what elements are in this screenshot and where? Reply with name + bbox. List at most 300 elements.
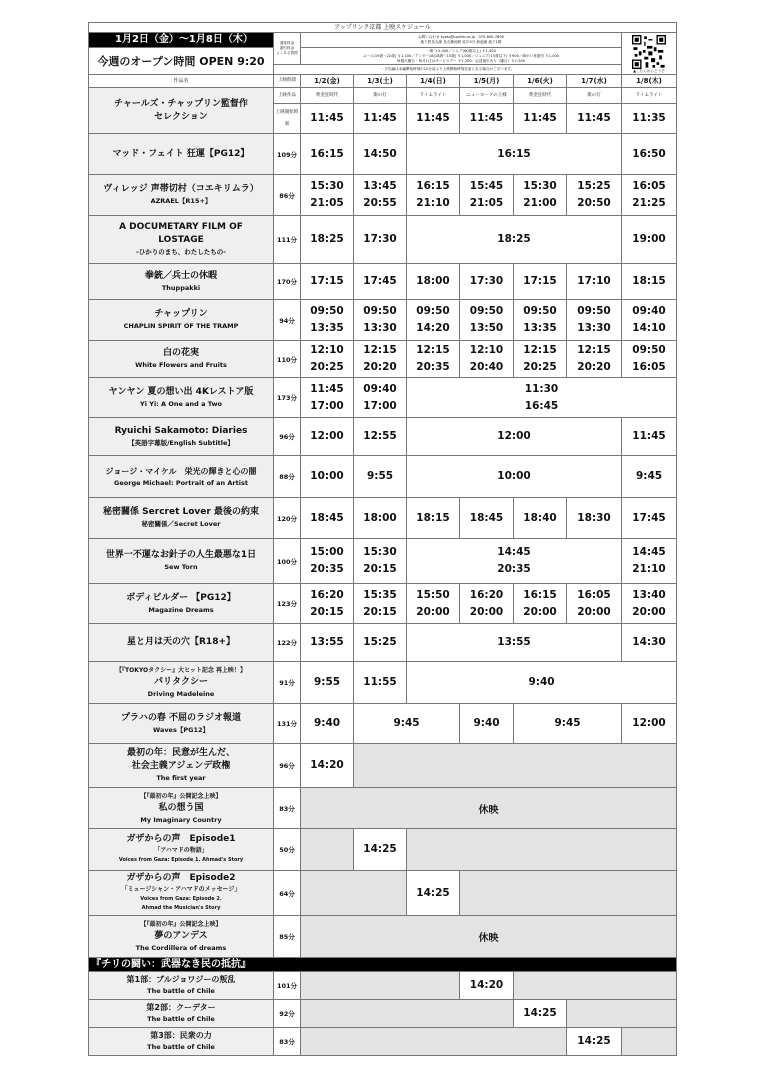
runtime: 96分 <box>274 418 301 456</box>
showtime: 20:40 <box>469 361 504 373</box>
film-title-cell <box>89 88 274 134</box>
table-row <box>89 916 677 958</box>
showtime-cell <box>514 175 567 216</box>
showtime: 15:35 <box>363 588 397 601</box>
qr-note: ▲こちらからどうぞ <box>633 69 665 73</box>
showtime: 20:55 <box>363 197 397 209</box>
showtime: 18:30 <box>567 498 622 539</box>
showtime-cell <box>514 584 567 624</box>
no-screening <box>514 972 677 1000</box>
price-info <box>301 48 622 65</box>
showtime: 9:40 <box>460 704 514 744</box>
runtime: 122分 <box>274 624 301 662</box>
runtime: 85分 <box>274 916 301 958</box>
film-subtitle: White Flowers and Fruits <box>135 361 227 369</box>
showtime: 20:35 <box>497 563 531 575</box>
showtime-cell <box>567 300 622 341</box>
discount-label: 割引料金 <box>279 46 295 50</box>
runtime: 50分 <box>274 829 301 871</box>
open-time: 今週のオープン時間 OPEN 9:20 <box>89 48 274 75</box>
film-title: 私の想う国 <box>158 802 204 813</box>
showtime: 16:05 <box>577 588 611 601</box>
showtime: 14:25 <box>567 1028 622 1056</box>
showtime: 21:10 <box>632 563 666 575</box>
film-title: ジョージ・マイケル 栄光の輝きと心の闇 <box>105 466 257 476</box>
table-row <box>89 134 677 175</box>
film-subtitle: 【英語字幕版/English Subtitle】 <box>128 438 234 447</box>
showtime: 14:20 <box>301 744 354 788</box>
table-row <box>89 539 677 584</box>
showtime: 12:10 <box>469 344 504 356</box>
film-title-cell <box>89 498 274 539</box>
showtime: 13:50 <box>469 322 504 334</box>
showtime: 17:15 <box>514 264 567 300</box>
showtime: 20:00 <box>469 605 504 618</box>
program-cell: ライムライト <box>622 88 677 104</box>
runtime: 123分 <box>274 584 301 624</box>
showtime: 11:45 <box>310 382 344 395</box>
showtime: 13:40 <box>632 588 666 601</box>
showtime: 11:45 <box>301 104 354 134</box>
showtime: 11:45 <box>514 104 567 134</box>
runtime: 91分 <box>274 662 301 704</box>
showtime-cell <box>514 300 567 341</box>
film-title-2: セレクション <box>154 111 208 122</box>
showtime: 9:45 <box>622 456 677 498</box>
showtime-cell <box>301 584 354 624</box>
film-tag: 「ミュージシャン・アハマドのメッセージ」 <box>121 886 241 893</box>
film-subtitle: Thuppakki <box>161 283 201 292</box>
film-title: 秘密關係 Sercret Lover 最後の約束 <box>103 507 259 517</box>
showtime-cell <box>354 341 407 378</box>
showtime: 20:35 <box>310 563 344 575</box>
film-title-cell <box>89 216 274 264</box>
showtime: 16:20 <box>469 588 504 601</box>
date-range: 1月2日（金）～1月8日（木） <box>89 33 274 48</box>
showtime-cell <box>407 584 460 624</box>
showtime: 10:00 <box>301 456 354 498</box>
table-row <box>89 1000 677 1028</box>
showtime-cell <box>622 175 677 216</box>
showtime: 14:50 <box>354 134 407 175</box>
showtime-cell <box>407 175 460 216</box>
film-title: ガザからの声 Episode2 <box>126 873 236 883</box>
row-label: 上映作品 <box>274 88 301 104</box>
showtime: 09:50 <box>310 305 344 317</box>
film-title: チャップリン <box>154 309 208 319</box>
showtime: 20:35 <box>416 361 450 373</box>
showtime: 18:45 <box>460 498 514 539</box>
film-title-cell <box>89 744 274 788</box>
no-screening <box>301 1000 514 1028</box>
film-title-2: LOSTAGE <box>158 235 204 245</box>
showtime: 20:15 <box>363 563 397 575</box>
runtime: 88分 <box>274 456 301 498</box>
showtime-cell <box>567 584 622 624</box>
showtime-cell <box>354 378 407 418</box>
runtime: 109分 <box>274 134 301 175</box>
showtime: 09:50 <box>416 305 450 317</box>
showtime: 20:15 <box>310 605 344 618</box>
showtime: 20:15 <box>363 605 397 618</box>
film-title-cell <box>89 175 274 216</box>
showtime: 20:00 <box>577 605 611 618</box>
film-subtitle-2: Ahmad the Musician's Story <box>141 905 221 911</box>
showtime: 13:55 <box>301 624 354 662</box>
showtime-cell <box>301 300 354 341</box>
showtime: 18:45 <box>301 498 354 539</box>
showtime: 16:20 <box>310 588 344 601</box>
table-row <box>89 744 677 788</box>
showtime: 20:00 <box>416 605 450 618</box>
showtime-cell <box>460 175 514 216</box>
showtime: 20:00 <box>523 605 557 618</box>
program-cell: ライムライト <box>407 88 460 104</box>
film-title-cell <box>89 264 274 300</box>
runtime: 86分 <box>274 175 301 216</box>
showtime: 15:30 <box>363 546 397 558</box>
showtime: 16:05 <box>632 361 666 373</box>
runtime: 64分 <box>274 871 301 916</box>
row-label: 上映開始時刻 <box>274 104 301 134</box>
showtime-cell <box>622 341 677 378</box>
showtime: 12:55 <box>354 418 407 456</box>
showtime: 14:20 <box>460 972 514 1000</box>
showtime: 18:40 <box>514 498 567 539</box>
showtime: 15:25 <box>354 624 407 662</box>
showtime: 15:30 <box>310 180 344 192</box>
showtime: 10:00 <box>407 456 622 498</box>
showtime: 9:55 <box>301 662 354 704</box>
status-suspended: 休映 <box>301 788 677 829</box>
table-row <box>89 216 677 264</box>
showtime-cell <box>567 175 622 216</box>
col-runtime: 上映時間 <box>274 75 301 88</box>
film-title: 第1部：ブルジョワジーの叛乱 <box>126 975 236 984</box>
film-subtitle: CHAPLIN SPIRIT OF THE TRAMP <box>123 322 239 330</box>
showtime: 20:25 <box>310 361 344 373</box>
showtime: 16:15 <box>523 588 557 601</box>
qr-code-area[interactable] <box>622 33 677 75</box>
showtime: 14:45 <box>632 546 666 558</box>
runtime: 170分 <box>274 264 301 300</box>
showtime: 12:15 <box>363 344 397 356</box>
showtime: 09:40 <box>363 382 397 395</box>
film-title: ボディビルダー 【PG12】 <box>126 592 236 603</box>
showtime: 20:25 <box>523 361 557 373</box>
film-tag: 【『最初の年』公開記念上映】 <box>140 921 222 928</box>
showtime: 21:05 <box>469 197 504 209</box>
price-student: ユース(19歳〜22歳) ￥1,100／アンダー18(18歳〜15歳) ￥1,000／ジュニア(15歳以下) ￥900／障がい者割引 ￥1,000 <box>362 53 560 58</box>
showtime: 9:40 <box>407 662 677 704</box>
film-subtitle: AZRAEL【R15+】 <box>150 197 212 205</box>
showtime: 21:05 <box>310 197 344 209</box>
showtime: 17:30 <box>460 264 514 300</box>
table-row <box>89 264 677 300</box>
film-title: 第3部：民衆の力 <box>150 1031 212 1040</box>
showtime: 12:15 <box>523 344 557 356</box>
table-row <box>89 300 677 341</box>
showtime: 14:45 <box>497 546 531 558</box>
showtime: 16:15 <box>301 134 354 175</box>
showtime: 13:30 <box>363 322 397 334</box>
showtime: 15:00 <box>310 546 344 558</box>
table-row <box>89 584 677 624</box>
price-service: 毎週火曜日・毎月1日はサービスデー ￥1,300／会員割引あり（曜日）￥1,500 <box>396 58 526 63</box>
film-title: 夢のアンデス <box>154 931 208 941</box>
showtime: 9:45 <box>354 704 460 744</box>
table-row <box>89 1028 677 1056</box>
film-title: ヤンヤン 夏の想い出 4Kレストア版 <box>108 386 254 397</box>
film-title-cell <box>89 829 274 871</box>
showtime: 17:15 <box>301 264 354 300</box>
showtime: 11:45 <box>622 418 677 456</box>
film-title-cell <box>89 916 274 958</box>
film-subtitle: Voices from Gaza: Episode 2. <box>140 896 222 902</box>
table-row <box>89 871 677 916</box>
price-general: 一般 ￥2,000／シニア(60歳以上) ￥1,300 <box>426 48 496 53</box>
showtime: 12:15 <box>577 344 611 356</box>
showtime-cell <box>301 539 354 584</box>
film-tag: 「アハマドの物語」 <box>154 847 208 854</box>
runtime: 110分 <box>274 341 301 378</box>
showtime: 17:00 <box>363 399 397 412</box>
program-cell: 街の灯 <box>567 88 622 104</box>
film-title: プラハの春 不屈のラジオ報道 <box>120 712 242 723</box>
showtime: 20:20 <box>577 361 611 373</box>
showtime: 14:20 <box>416 322 450 334</box>
showtime: 09:50 <box>469 305 504 317</box>
schedule-page <box>88 22 676 1056</box>
film-title-cell <box>89 418 274 456</box>
film-title: ヴィレッジ 声帯切村（コエキリムラ） <box>103 184 259 194</box>
film-title: 世界一不運なお針子の人生最悪な1日 <box>105 550 257 560</box>
showtime: 11:45 <box>354 104 407 134</box>
film-title: マッド・フェイト 狂運【PG12】 <box>89 134 274 175</box>
film-subtitle: Voices from Gaza: Episode 1. Ahmad's Story <box>118 857 244 863</box>
showtime: 13:35 <box>310 322 344 334</box>
film-subtitle: My Imaginary Country <box>140 815 222 824</box>
table-row <box>89 456 677 498</box>
runtime: 101分 <box>274 972 301 1000</box>
no-screening <box>301 1028 567 1056</box>
table-row <box>89 704 677 744</box>
showtime: 09:50 <box>632 344 666 356</box>
no-screening <box>354 744 677 788</box>
showtime: 20:20 <box>363 361 397 373</box>
showtime: 18:15 <box>407 498 460 539</box>
showtime: 13:55 <box>407 624 622 662</box>
film-title-cell <box>89 341 274 378</box>
runtime: 120分 <box>274 498 301 539</box>
showtime: 21:00 <box>523 197 557 209</box>
showtime: 13:45 <box>363 180 397 192</box>
showtime: 12:00 <box>301 418 354 456</box>
film-subtitle: 秘密關係／Secret Lover <box>141 520 221 528</box>
film-subtitle: -ひかりのまち、わたしたちの- <box>136 248 226 256</box>
film-title: パリタクシー <box>153 677 208 687</box>
runtime: 111分 <box>274 216 301 264</box>
showtime-cell <box>301 175 354 216</box>
showtime: 17:45 <box>354 264 407 300</box>
showtime: 9:55 <box>354 456 407 498</box>
table-row <box>89 498 677 539</box>
showtime: 13:35 <box>523 322 557 334</box>
film-title: A DOCUMETARY FILM OF <box>119 222 243 232</box>
showtime: 16:50 <box>622 134 677 175</box>
film-title-cell <box>89 539 274 584</box>
showtime: 12:15 <box>416 344 450 356</box>
showtime: 09:50 <box>577 305 611 317</box>
showtime: 16:05 <box>632 180 666 192</box>
showtime: 18:15 <box>622 264 677 300</box>
showtime-cell <box>301 341 354 378</box>
col-day-1: 1/2(金) <box>301 75 354 88</box>
film-title-cell <box>89 456 274 498</box>
col-day-4: 1/5(月) <box>460 75 514 88</box>
runtime: 94分 <box>274 300 301 341</box>
schedule-table <box>88 22 677 1056</box>
col-day-3: 1/4(日) <box>407 75 460 88</box>
showtime: 19:00 <box>622 216 677 264</box>
showtime: 14:25 <box>514 1000 567 1028</box>
film-title-cell <box>89 1028 274 1056</box>
showtime: 18:25 <box>407 216 622 264</box>
runtime: 92分 <box>274 1000 301 1028</box>
col-day-2: 1/3(土) <box>354 75 407 88</box>
showtime: 17:45 <box>622 498 677 539</box>
film-title: 拳銃／兵士の休暇 <box>144 270 217 281</box>
showtime: 16:15 <box>407 134 622 175</box>
showtime-cell <box>622 584 677 624</box>
program-cell: ニューヨークの王様 <box>460 88 514 104</box>
showtime-cell <box>622 300 677 341</box>
no-screening <box>301 829 354 871</box>
film-subtitle: The battle of Chile <box>147 1015 215 1023</box>
film-title: チャールズ・チャップリン監督作 <box>114 98 248 109</box>
showtime: 15:45 <box>469 180 504 192</box>
showtime-cell <box>354 175 407 216</box>
showtime: 17:00 <box>310 399 344 412</box>
contact-line: お問い合わせ kyoto@uplink.co.jp 075-600-7890 <box>418 35 504 39</box>
showtime: 09:50 <box>363 305 397 317</box>
table-row <box>89 175 677 216</box>
runtime: 96分 <box>274 744 301 788</box>
showtime-cell <box>460 300 514 341</box>
price-label: 通常料金 <box>279 41 295 45</box>
showtime: 16:15 <box>416 180 450 192</box>
showtime-cell <box>514 341 567 378</box>
film-subtitle: The first year <box>156 774 206 782</box>
film-subtitle: Sew Torn <box>164 563 198 571</box>
film-tag: 【『最初の年』公開記念上映】 <box>140 792 222 800</box>
table-row <box>89 341 677 378</box>
film-title: 第2部：クーデター <box>146 1003 216 1012</box>
showtime: 11:45 <box>407 104 460 134</box>
showtime-cell <box>622 539 677 584</box>
showtime-cell <box>301 378 354 418</box>
film-title: ガザからの声 Episode1 <box>126 834 236 844</box>
no-screening <box>301 972 460 1000</box>
showtime: 14:10 <box>632 322 666 334</box>
status-suspended: 休映 <box>301 916 677 958</box>
service-label: よくある質問 <box>276 51 298 55</box>
runtime: 100分 <box>274 539 301 584</box>
table-row <box>89 829 677 871</box>
film-title: 星と月は天の穴【R18+】 <box>89 624 274 662</box>
film-title-cell <box>89 584 274 624</box>
showtime: 13:30 <box>577 322 611 334</box>
film-subtitle: Yi Yi: A One and a Two <box>140 399 222 408</box>
program-cell: 黄金狂時代 <box>301 88 354 104</box>
showtime: 11:30 <box>524 382 559 395</box>
showtime: 18:00 <box>354 498 407 539</box>
section-header: 『チリの闘い：武器なき民の抵抗』 <box>89 958 677 972</box>
runtime: 83分 <box>274 1028 301 1056</box>
showtime-cell <box>460 584 514 624</box>
film-title-cell <box>89 972 274 1000</box>
film-title-2: 社会主義アジェンデ政権 <box>131 761 231 771</box>
film-title-cell <box>89 378 274 418</box>
showtime: 15:25 <box>577 180 611 192</box>
film-title-cell <box>89 662 274 704</box>
showtime: 9:40 <box>301 704 354 744</box>
film-title: 白の花実 <box>162 348 199 358</box>
contact-info <box>301 33 622 48</box>
table-row <box>89 418 677 456</box>
showtime-cell <box>567 341 622 378</box>
table-row <box>89 662 677 704</box>
no-screening <box>407 829 677 871</box>
col-film: 作品名 <box>89 75 274 88</box>
showtime: 16:45 <box>524 399 559 412</box>
film-title-cell <box>89 788 274 829</box>
showtime: 14:25 <box>407 871 460 916</box>
showtime-cell <box>354 539 407 584</box>
notice: ・予告編は本編開始時刻の10分前より上映開始時刻変更となる場合がございます。 <box>274 65 622 75</box>
film-tag: 【『TOKYOタクシー』大ヒット記念 再上映！】 <box>116 667 246 674</box>
table-row <box>89 624 677 662</box>
showtime: 11:45 <box>460 104 514 134</box>
showtime-cell <box>407 539 622 584</box>
showtime: 12:00 <box>622 704 677 744</box>
film-title-cell <box>89 300 274 341</box>
table-row <box>89 378 677 418</box>
showtime-cell <box>407 378 677 418</box>
showtime: 11:55 <box>354 662 407 704</box>
showtime: 17:10 <box>567 264 622 300</box>
showtime: 18:00 <box>407 264 460 300</box>
address-line: 地下鉄烏丸線 烏丸御池駅 徒歩5分 新風館 地下1階 <box>420 40 502 44</box>
film-subtitle: The battle of Chile <box>147 987 215 995</box>
film-title-cell <box>89 871 274 916</box>
showtime: 09:40 <box>632 305 666 317</box>
program-cell: 街の灯 <box>354 88 407 104</box>
showtime: 14:30 <box>622 624 677 662</box>
film-subtitle: George Michael: Portrait of an Artist <box>114 478 248 487</box>
film-title-cell <box>89 704 274 744</box>
qr-code-icon[interactable] <box>632 35 666 69</box>
showtime: 20:50 <box>577 197 611 209</box>
program-cell: 黄金狂時代 <box>514 88 567 104</box>
col-day-5: 1/6(火) <box>514 75 567 88</box>
showtime-cell <box>354 300 407 341</box>
showtime: 15:50 <box>416 588 450 601</box>
table-row <box>89 788 677 829</box>
showtime-cell <box>407 300 460 341</box>
film-subtitle: Waves【PG12】 <box>153 725 209 734</box>
film-subtitle: The battle of Chile <box>147 1043 215 1051</box>
